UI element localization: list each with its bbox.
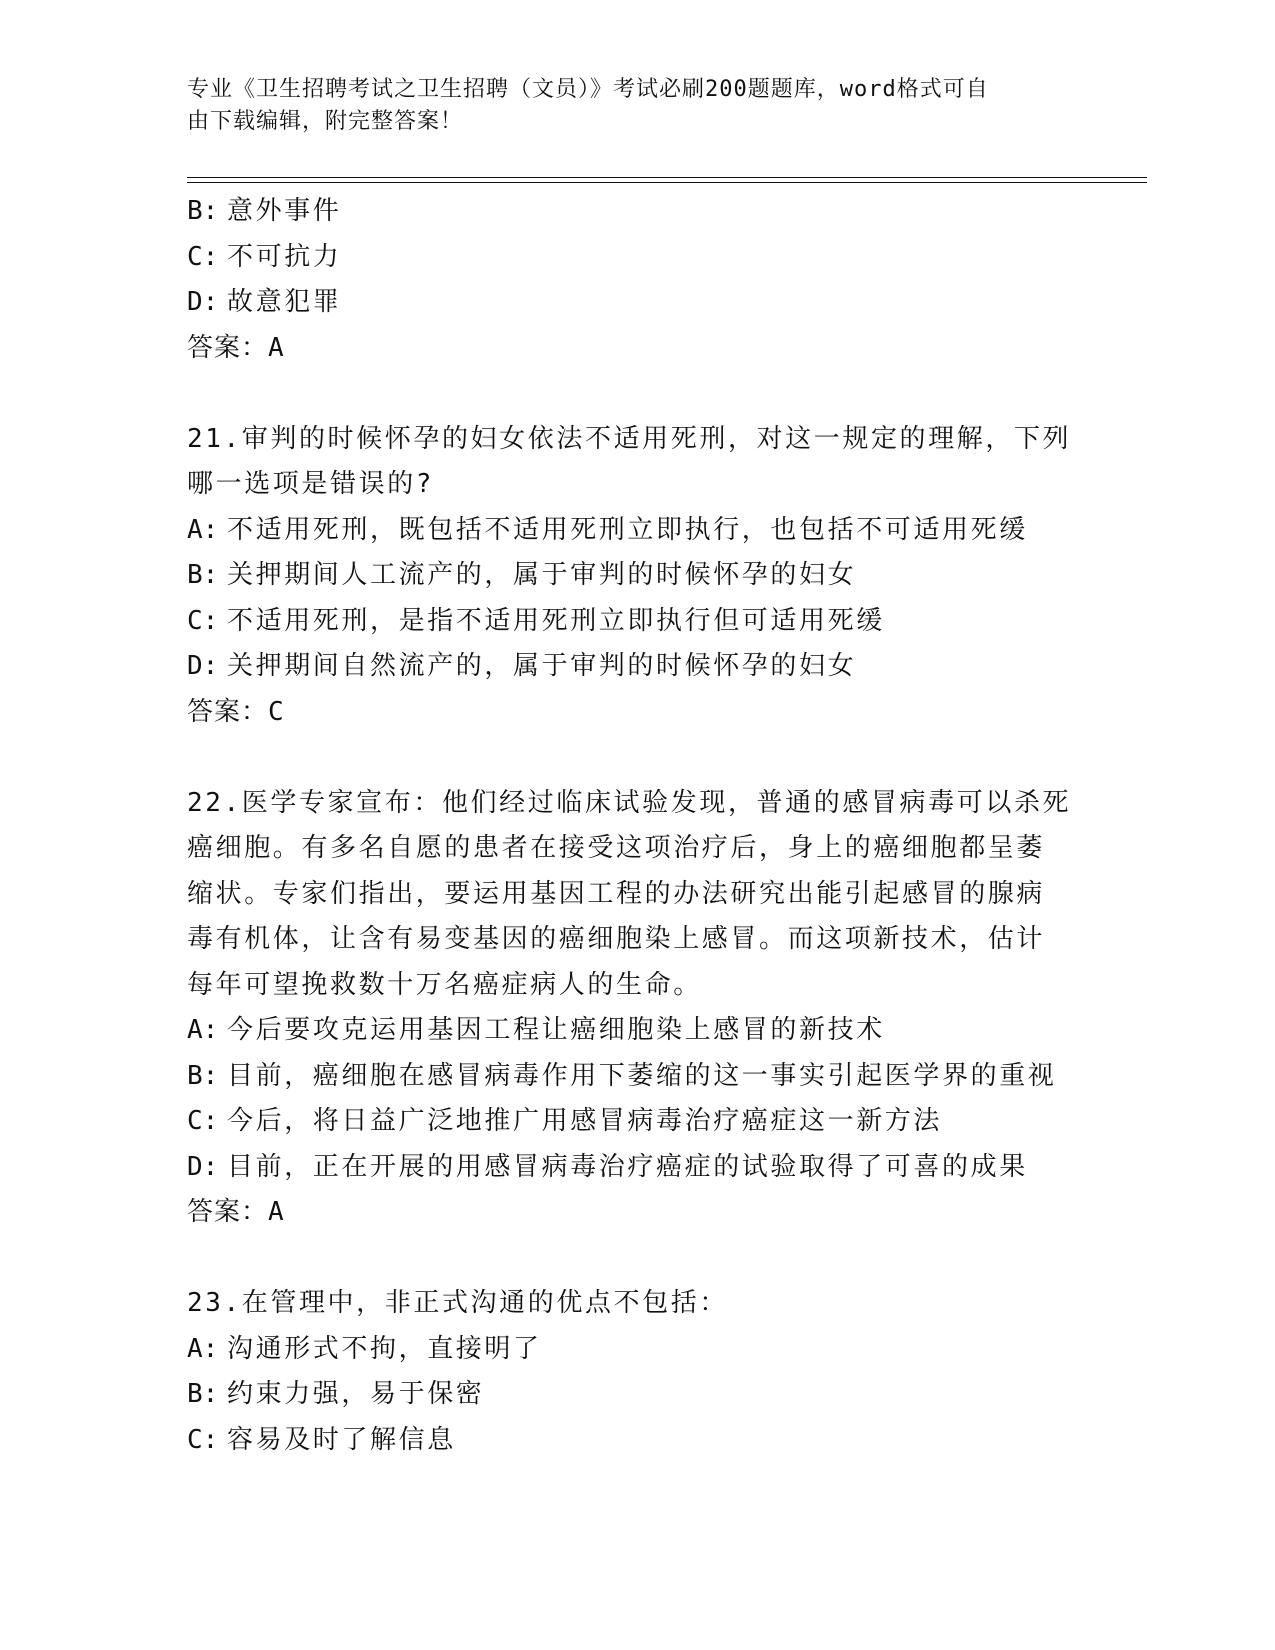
- option-b: [187, 553, 1087, 599]
- spacer: [187, 1236, 1087, 1282]
- header-line-2: 由下载编辑，附完整答案！: [187, 109, 464, 134]
- option-text: 目前，癌细胞在感冒病毒作用下萎缩的这一事实引起医学界的重视: [227, 1060, 1057, 1091]
- option-label: C:: [187, 1424, 219, 1455]
- option-label: D:: [187, 651, 219, 681]
- option-b: [187, 189, 1087, 235]
- option-text: 意外事件: [227, 196, 342, 226]
- option-text: 不适用死刑，是指不适用死刑立即执行但可适用死缓: [227, 605, 885, 636]
- option-label: C:: [187, 1106, 219, 1136]
- question-text-line: 哪一选项是错误的?: [187, 469, 435, 499]
- question-text-line: 23.在管理中，非正式沟通的优点不包括：: [187, 1288, 728, 1318]
- option-c: [187, 599, 1087, 645]
- spacer: [187, 371, 1087, 417]
- option-text: 今后要攻克运用基因工程让癌细胞染上感冒的新技术: [227, 1015, 885, 1045]
- option-a: [187, 1008, 1087, 1054]
- option-label: B:: [187, 196, 219, 226]
- option-d: [187, 1145, 1087, 1191]
- option-text: 关押期间自然流产的，属于审判的时候怀孕的妇女: [227, 651, 857, 681]
- option-label: C:: [187, 241, 219, 272]
- option-label: C:: [187, 605, 219, 636]
- option-text: 目前，正在开展的用感冒病毒治疗癌症的试验取得了可喜的成果: [227, 1151, 1028, 1182]
- option-label: B:: [187, 1379, 219, 1409]
- question-block-20: [187, 189, 1087, 371]
- option-a: [187, 1327, 1087, 1373]
- question-text-line: 21.审判的时候怀孕的妇女依法不适用死刑，对这一规定的理解，下列: [187, 423, 1072, 454]
- option-b: [187, 1372, 1087, 1418]
- option-c: [187, 1099, 1087, 1145]
- option-text: 约束力强，易于保密: [227, 1379, 485, 1409]
- question-block-21: [187, 417, 1087, 736]
- option-label: B:: [187, 1060, 219, 1091]
- header-line-1: 专业《卫生招聘考试之卫生招聘（文员）》考试必刷200题题库，word格式可自: [187, 77, 989, 102]
- question-text-line: 毒有机体，让含有易变基因的癌细胞染上感冒。而这项新技术，估计: [187, 924, 1046, 954]
- option-text: 今后，将日益广泛地推广用感冒病毒治疗癌症这一新方法: [227, 1106, 943, 1136]
- question-text-line: 每年可望挽救数十万名癌症病人的生命。: [187, 969, 702, 1000]
- option-c: [187, 235, 1087, 281]
- question-list: [187, 189, 1087, 1463]
- option-label: A:: [187, 514, 219, 545]
- header-divider-top: [187, 177, 1147, 178]
- question-text-line: 缩状。专家们指出，要运用基因工程的办法研究出能引起感冒的腺病: [187, 878, 1046, 909]
- option-label: D:: [187, 1151, 219, 1182]
- option-c: [187, 1418, 1087, 1464]
- option-text: 关押期间人工流产的，属于审判的时候怀孕的妇女: [227, 560, 857, 590]
- question-block-22: [187, 781, 1087, 1236]
- header-divider-bottom: [187, 182, 1147, 183]
- option-d: [187, 280, 1087, 326]
- option-label: A:: [187, 1333, 219, 1364]
- option-label: D:: [187, 287, 219, 317]
- option-text: 故意犯罪: [227, 287, 342, 317]
- option-text: 容易及时了解信息: [227, 1424, 456, 1455]
- question-text-line: 22.医学专家宣布：他们经过临床试验发现，普通的感冒病毒可以杀死: [187, 787, 1072, 818]
- option-label: B:: [187, 560, 219, 590]
- option-a: [187, 508, 1087, 554]
- option-text: 不适用死刑，既包括不适用死刑立即执行，也包括不可适用死缓: [227, 514, 1028, 545]
- question-text-line: 癌细胞。有多名自愿的患者在接受这项治疗后，身上的癌细胞都呈萎: [187, 833, 1046, 863]
- spacer: [187, 735, 1087, 781]
- answer: 答案：A: [187, 332, 285, 363]
- document-header: [187, 74, 1087, 138]
- option-b: [187, 1054, 1087, 1100]
- option-text: 不可抗力: [227, 241, 342, 272]
- option-text: 沟通形式不拘，直接明了: [227, 1333, 542, 1364]
- answer: 答案：A: [187, 1197, 285, 1227]
- option-d: [187, 644, 1087, 690]
- question-block-23: [187, 1281, 1087, 1463]
- option-label: A:: [187, 1015, 219, 1045]
- answer: 答案：C: [187, 696, 285, 727]
